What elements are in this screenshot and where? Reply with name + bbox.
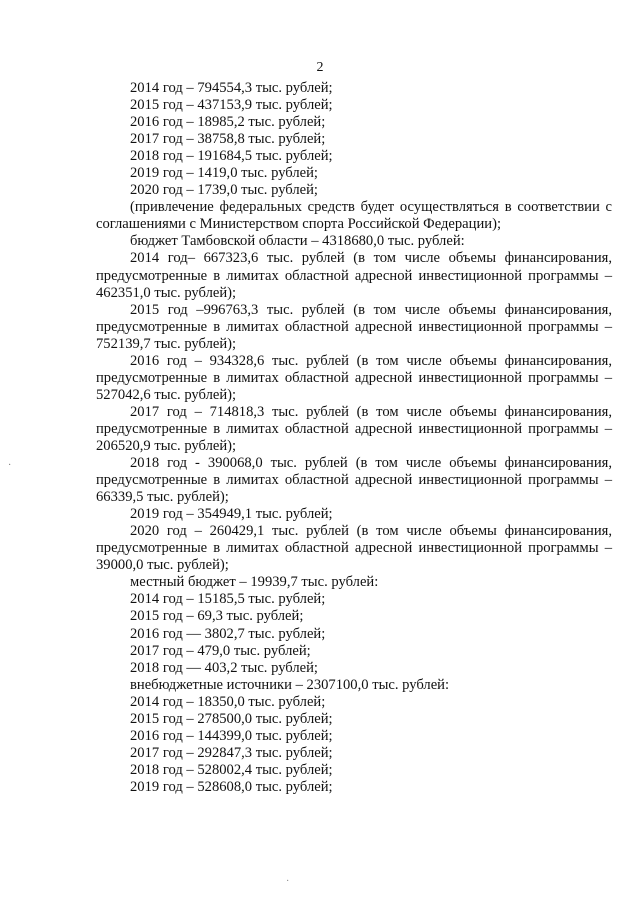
extrabudget-title: внебюджетные источники – 2307100,0 тыс. рублей: — [130, 676, 450, 693]
federal-funding-note: (привлечение федеральных средств будет осуществляться в соответствии с соглашениями с Министерством спорта Российской Федерации); — [96, 199, 612, 233]
federal-year-line: 2019 год – 1419,0 тыс. рублей; — [130, 165, 318, 182]
local-year-line: 2017 год – 479,0 тыс. рублей; — [130, 642, 311, 659]
extrabudget-year-line: 2015 год – 278500,0 тыс. рублей; — [130, 710, 333, 727]
local-year-line: 2015 год – 69,3 тыс. рублей; — [130, 608, 304, 625]
document-body — [96, 80, 612, 796]
regional-year-paragraph: 2014 год– 667323,6 тыс. рублей (в том числе объемы финансирования, предусмотренные в лимитах областной адресной инвестиционной программы – 462351,0 тыс. рублей); — [96, 250, 612, 301]
regional-year-paragraph: 2018 год - 390068,0 тыс. рублей (в том числе объемы финансирования, предусмотренные в лимитах областной адресной инвестиционной программы – 66339,5 тыс. рублей); — [96, 455, 612, 506]
regional-year-paragraph: 2017 год – 714818,3 тыс. рублей (в том числе объемы финансирования, предусмотренные в лимитах областной адресной инвестиционной программы –206520,9 тыс. рублей); — [96, 403, 612, 454]
local-budget-title: местный бюджет – 19939,7 тыс. рублей: — [130, 574, 379, 591]
federal-year-line: 2017 год – 38758,8 тыс. рублей; — [130, 131, 326, 148]
federal-year-line: 2018 год – 191684,5 тыс. рублей; — [130, 148, 333, 165]
federal-year-line: 2015 год – 437153,9 тыс. рублей; — [130, 97, 333, 114]
federal-year-line: 2020 год – 1739,0 тыс. рублей; — [130, 182, 318, 199]
regional-year-paragraph: 2020 год – 260429,1 тыс. рублей (в том числе объемы финансирования, предусмотренные в лимитах областной адресной инвестиционной программы –39000,0 тыс. рублей); — [96, 523, 612, 574]
extrabudget-year-line: 2017 год – 292847,3 тыс. рублей; — [130, 744, 333, 761]
extrabudget-year-line: 2019 год – 528608,0 тыс. рублей; — [130, 778, 333, 795]
local-year-line: 2016 год — 3802,7 тыс. рублей; — [130, 625, 326, 642]
federal-year-line: 2014 год – 794554,3 тыс. рублей; — [130, 80, 333, 96]
extrabudget-year-line: 2014 год – 18350,0 тыс. рублей; — [130, 693, 326, 710]
local-year-line: 2018 год — 403,2 тыс. рублей; — [130, 659, 318, 676]
regional-year-line: 2019 год – 354949,1 тыс. рублей; — [130, 506, 333, 523]
regional-year-paragraph: 2016 год – 934328,6 тыс. рублей (в том числе объемы финансирования, предусмотренные в лимитах областной адресной инвестиционной программы – 527042,6 тыс. рублей); — [96, 352, 612, 403]
extrabudget-year-line: 2018 год – 528002,4 тыс. рублей; — [130, 761, 333, 778]
page-number: 2 — [316, 60, 324, 75]
regional-year-paragraph: 2015 год –996763,3 тыс. рублей (в том числе объемы финансирования, предусмотренные в лимитах областной адресной инвестиционной программы – 752139,7 тыс. рублей); — [96, 301, 612, 352]
federal-year-line: 2016 год – 18985,2 тыс. рублей; — [130, 114, 326, 131]
local-year-line: 2014 год – 15185,5 тыс. рублей; — [130, 591, 326, 608]
regional-budget-title: бюджет Тамбовской области – 4318680,0 тыс. рублей: — [130, 233, 465, 250]
extrabudget-year-line: 2016 год – 144399,0 тыс. рублей; — [130, 727, 333, 744]
scan-speck: · — [286, 876, 290, 887]
scan-speck: · — [8, 460, 12, 471]
